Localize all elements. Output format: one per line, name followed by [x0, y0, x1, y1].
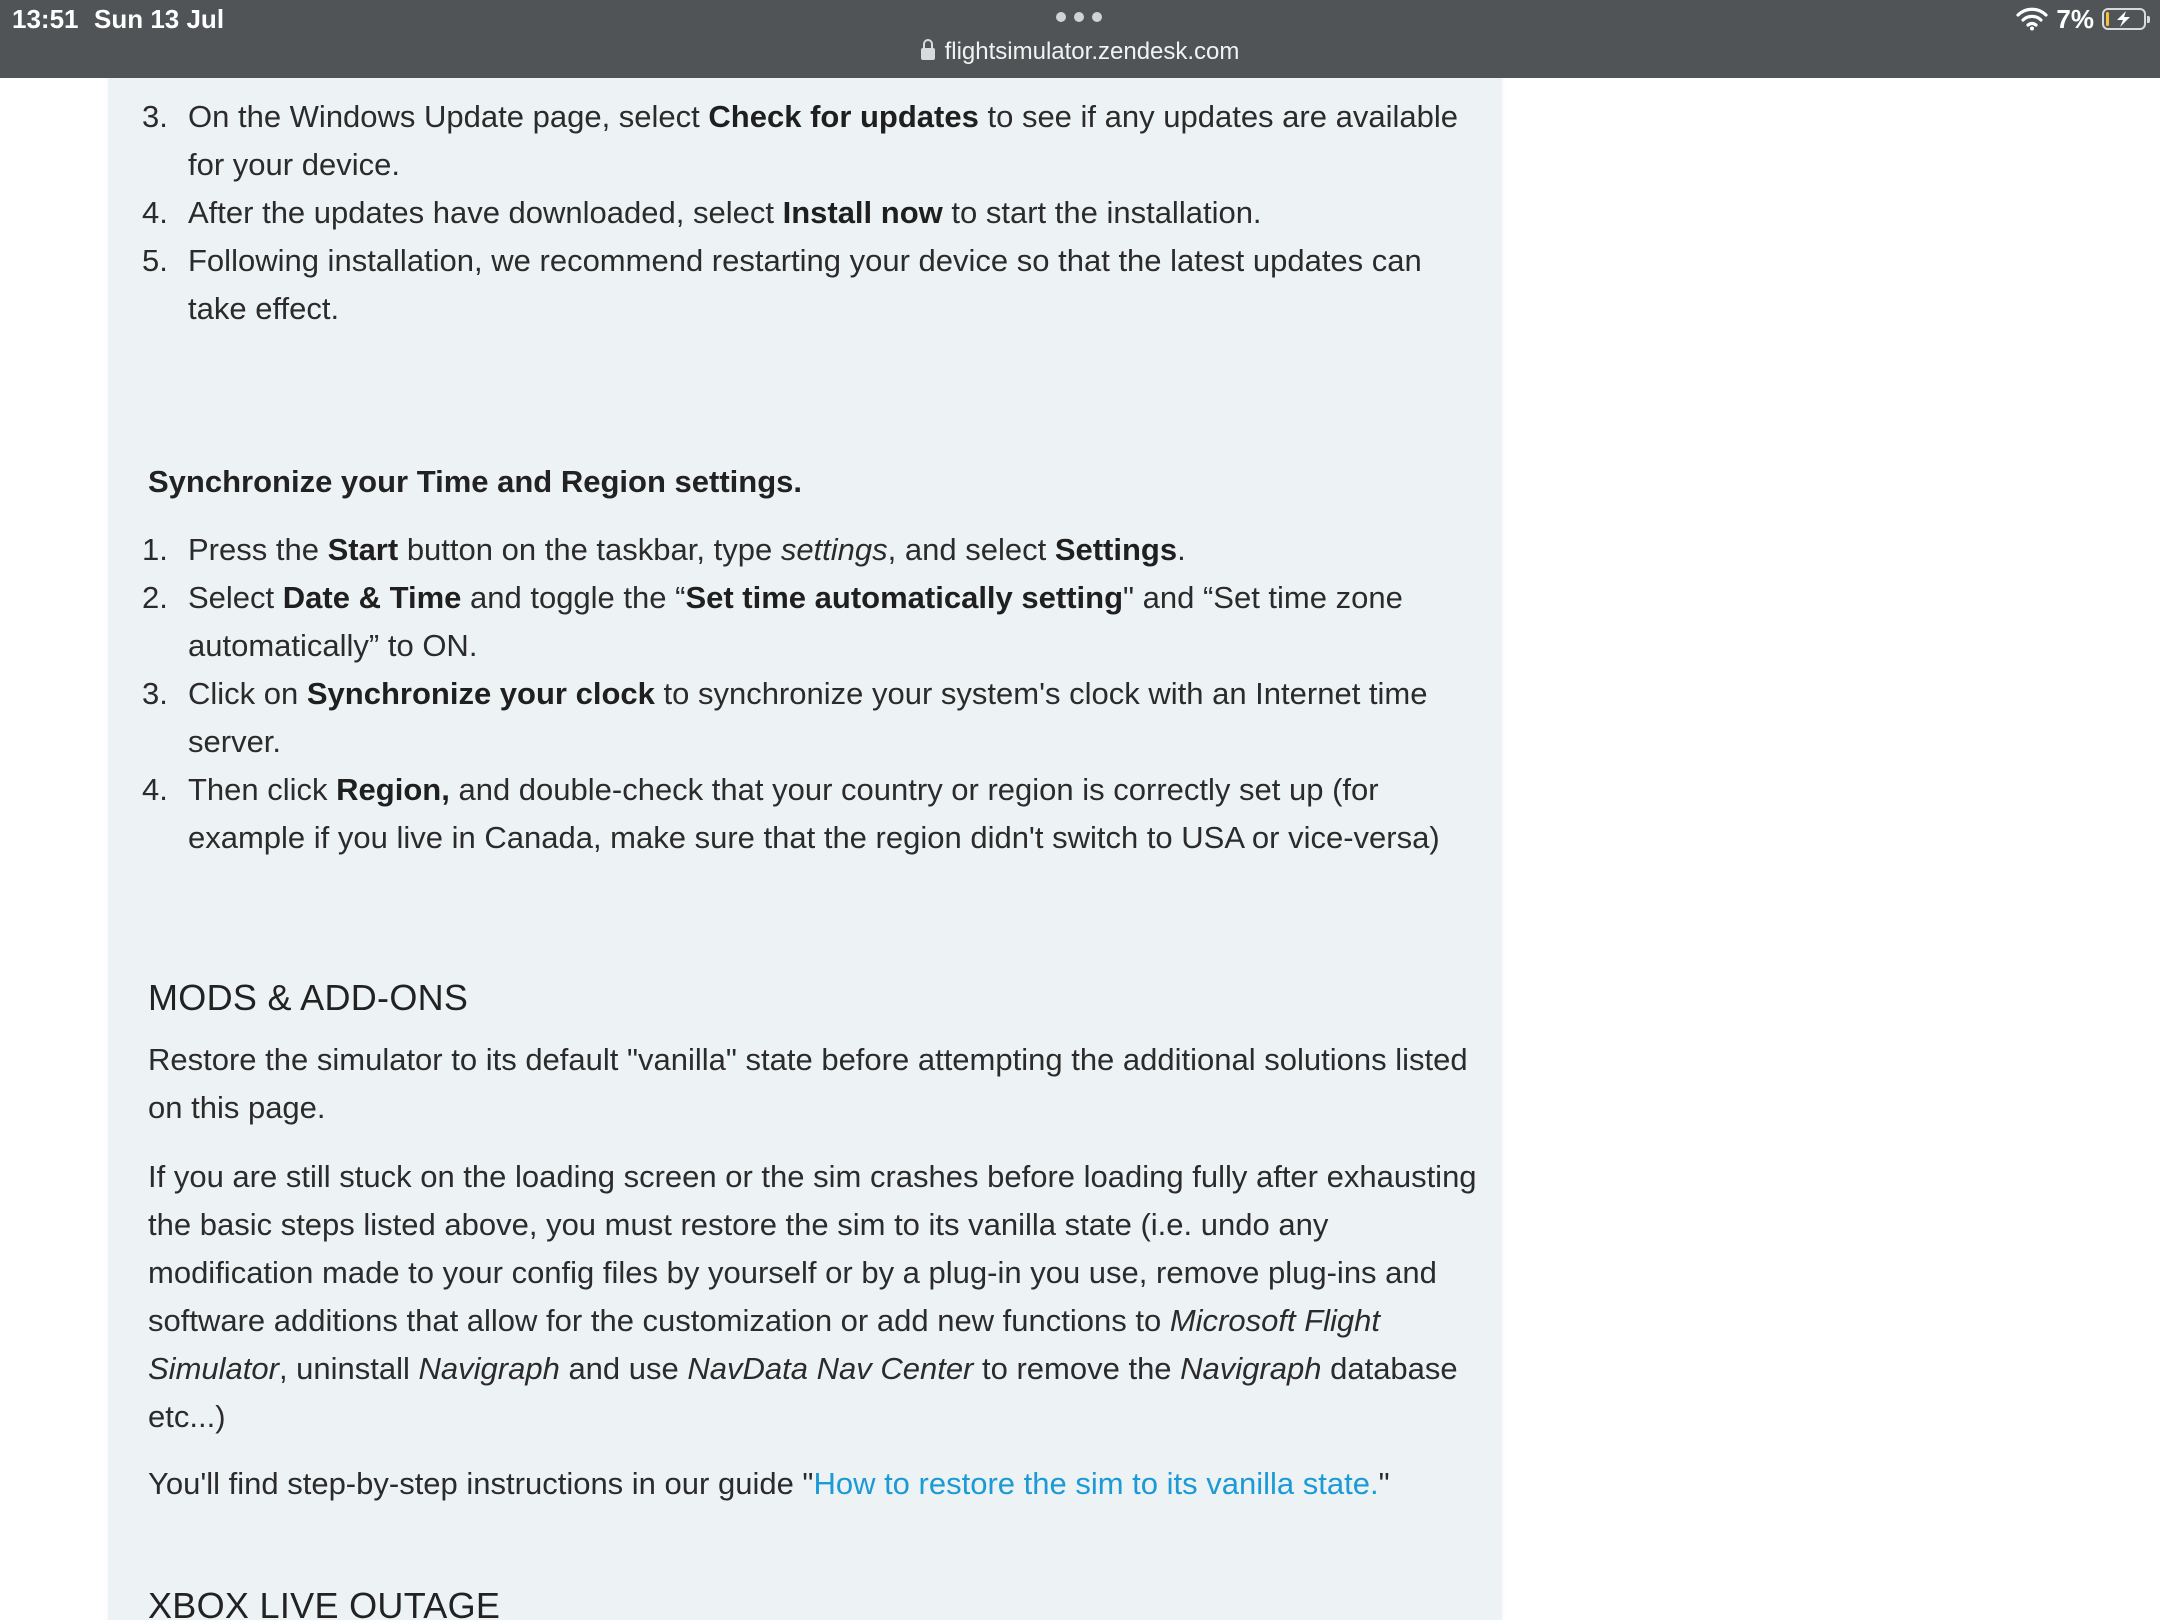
guide-prefix: You'll find step-by-step instructions in our guide "	[148, 1466, 814, 1501]
sync-step-item-2-text-0: Click on	[188, 676, 307, 711]
sync-step-item-1-text-3: Set time automatically setting	[685, 580, 1124, 615]
sync-step-item	[108, 766, 1478, 862]
update-step-item-0-text-2: to see if any updates are available for your device.	[188, 99, 1458, 182]
mods-heading: MODS & ADD-ONS	[148, 977, 469, 1018]
update-step-item-1-text-0: After the updates have downloaded, select	[188, 195, 783, 230]
sync-step-item-1-text-1: Date & Time	[282, 580, 462, 615]
sync-step-item-number: 4.	[142, 772, 168, 807]
update-step-item-0-text-0: On the Windows Update page, select	[188, 99, 709, 134]
sync-step-item-0-text-1: Start	[327, 532, 399, 567]
vanilla-state-guide-link[interactable]: How to restore the sim to its vanilla state.	[813, 1466, 1379, 1501]
sync-step-item-3-text-2: and double-check that your country or region is correctly set up (for example if you live in Canada, make sure that the region didn't switch to USA or vice-versa)	[188, 772, 1440, 855]
sync-steps	[108, 526, 1478, 862]
mods-paragraph-text-2: , uninstall	[278, 1351, 419, 1386]
sync-heading: Synchronize your Time and Region settings.	[148, 464, 802, 499]
update-step-item-text	[188, 93, 1478, 189]
sync-step-item-0-text-2: button on the taskbar, type	[398, 532, 781, 567]
mods-paragraph-text-1: Microsoft Flight Simulator	[148, 1303, 1381, 1386]
guide-suffix: "	[1378, 1466, 1390, 1501]
status-date: Sun 13 Jul	[94, 4, 225, 34]
sync-step-item-0-text-3: settings	[780, 532, 888, 567]
status-time: 13:51	[12, 4, 79, 34]
update-step-item-text	[188, 237, 1478, 333]
sync-step-item-3-text-1: Region,	[336, 772, 450, 807]
xbox-heading: XBOX LIVE OUTAGE	[148, 1585, 501, 1620]
sync-step-item-number: 2.	[142, 580, 168, 615]
update-step-item-text	[188, 189, 1478, 237]
mods-paragraph-text-0: If you are still stuck on the loading screen or the sim crashes before loading fully after exhausting the basic steps listed above, you must restore the sim to its vanilla state (i.e. undo any modification made to your config files by yourself or by a plug-in you use, remove plug-ins and software additions that allow for the customization or add new functions to	[148, 1159, 1477, 1338]
update-step-item-1-text-2: to start the installation.	[942, 195, 1262, 230]
sync-step-item-1-text-4: " and “Set time zone automatically” to ON.	[188, 580, 1403, 663]
update-step-item-2-text-0: Following installation, we recommend restarting your device so that the latest updates can take effect.	[188, 243, 1422, 326]
status-right	[2016, 3, 2146, 34]
mods-paragraph-text-3: Navigraph	[418, 1351, 560, 1386]
more-dots-icon[interactable]	[1056, 12, 1104, 24]
charging-bolt-icon	[2104, 10, 2144, 28]
mods-paragraph-text-5: NavData Nav Center	[687, 1351, 974, 1386]
sync-step-item	[108, 574, 1478, 670]
sync-step-item-2-text-2: to synchronize your system's clock with an Internet time server.	[188, 676, 1428, 759]
battery-charging-icon	[2102, 8, 2146, 30]
update-step-item	[108, 93, 1478, 189]
mods-paragraph-text-8: database etc...)	[148, 1351, 1458, 1434]
update-step-item-1-text-1: Install now	[782, 195, 943, 230]
sync-step-item-text	[188, 526, 1478, 574]
update-step-item-0-text-1: Check for updates	[708, 99, 979, 134]
mods-paragraph	[148, 1153, 1478, 1441]
update-step-item	[108, 237, 1478, 333]
update-step-item	[108, 189, 1478, 237]
sync-step-item-0-text-6: .	[1177, 532, 1186, 567]
mods-paragraph-text-4: and use	[559, 1351, 688, 1386]
sync-step-item-2-text-1: Synchronize your clock	[306, 676, 655, 711]
windows-update-steps	[108, 93, 1478, 333]
update-step-item-number: 3.	[142, 99, 168, 134]
sync-step-item-0-text-5: Settings	[1054, 532, 1178, 567]
sync-step-item-text	[188, 766, 1478, 862]
guide-paragraph	[148, 1460, 1478, 1508]
sync-step-item-text	[188, 670, 1478, 766]
sync-step-item-3-text-0: Then click	[188, 772, 337, 807]
mods-paragraph-text-7: Navigraph	[1180, 1351, 1322, 1386]
status-bar	[0, 0, 2160, 78]
lock-icon	[921, 48, 935, 60]
article-content	[108, 40, 1502, 1620]
sync-step-item-1-text-2: and toggle the “	[461, 580, 686, 615]
sync-step-item	[108, 526, 1478, 574]
wifi-icon	[2016, 7, 2048, 31]
update-step-item-number: 4.	[142, 195, 168, 230]
sync-step-item-number: 1.	[142, 532, 168, 567]
battery-percent: 7%	[2056, 3, 2094, 34]
sync-step-item-0-text-0: Press the	[188, 532, 328, 567]
sync-step-item	[108, 670, 1478, 766]
mods-paragraph-text-6: to remove the	[973, 1351, 1181, 1386]
mods-intro: Restore the simulator to its default "vanilla" state before attempting the additional solutions listed on this page.	[148, 1042, 1468, 1125]
sync-step-item-1-text-0: Select	[188, 580, 283, 615]
sync-step-item-text	[188, 574, 1478, 670]
sync-step-item-number: 3.	[142, 676, 168, 711]
address-url: flightsimulator.zendesk.com	[944, 38, 1240, 65]
sync-step-item-0-text-4: , and select	[887, 532, 1055, 567]
address-bar[interactable]	[0, 38, 2160, 66]
update-step-item-number: 5.	[142, 243, 168, 278]
